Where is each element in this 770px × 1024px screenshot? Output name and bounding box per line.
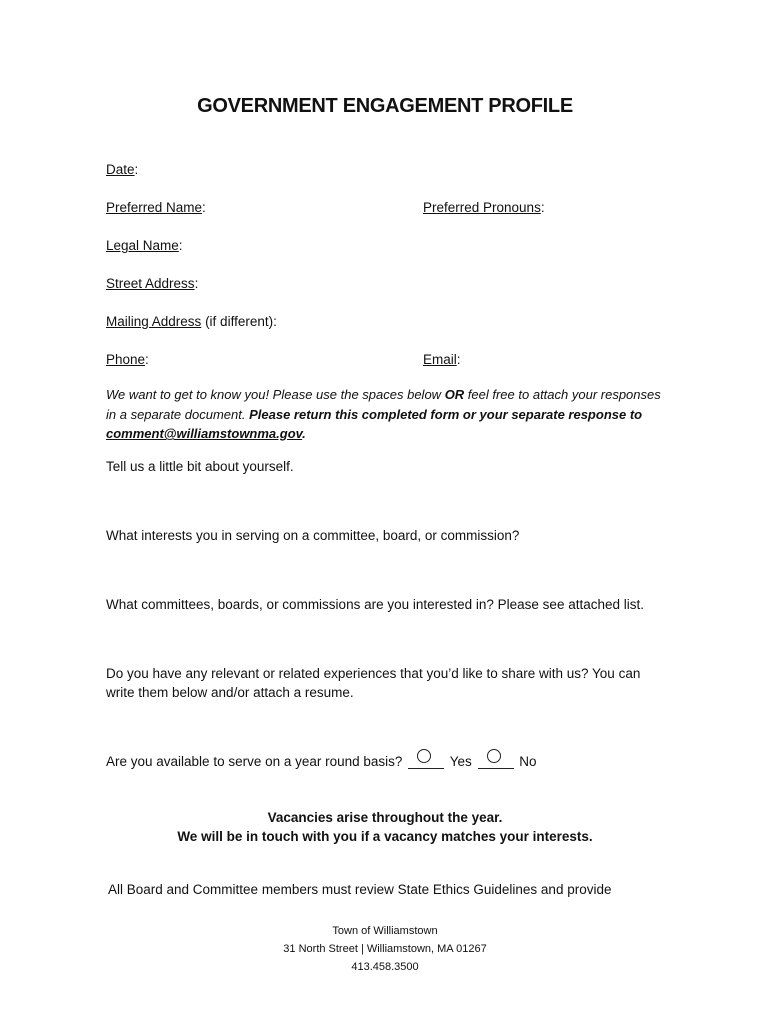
year-round-label: Are you available to serve on a year round basis? — [106, 754, 403, 769]
preferred-pronouns-label: Preferred Pronouns — [423, 200, 541, 215]
question-experience-line2: write them below and/or attach a resume. — [106, 685, 354, 700]
ethics-statement: All Board and Committee members must review State Ethics Guidelines and provide — [108, 882, 612, 897]
return-instructions: Please return this completed form or your separate response to — [249, 406, 643, 422]
colon: : — [194, 276, 199, 291]
yes-radio-slot[interactable] — [408, 754, 444, 769]
mailing-address-label: Mailing Address — [106, 314, 202, 329]
question-about-yourself: Tell us a little bit about yourself. — [106, 459, 294, 474]
vacancies-line2: We will be in touch with you if a vacancy matches your interests. — [177, 829, 593, 844]
preferred-pronouns-field[interactable] — [423, 200, 545, 215]
date-label: Date — [106, 162, 135, 177]
no-radio-slot[interactable] — [478, 754, 514, 769]
colon: : — [134, 162, 139, 177]
legal-name-label: Legal Name — [106, 238, 179, 253]
no-radio-button[interactable] — [487, 749, 501, 763]
email-field[interactable] — [423, 352, 461, 367]
street-address-label: Street Address — [106, 276, 195, 291]
question-interests: What interests you in serving on a committee, board, or commission? — [106, 528, 520, 543]
intro-text-2: feel free to attach your responses in a separate document. — [106, 387, 661, 422]
mailing-address-note: (if different): — [201, 314, 277, 329]
question-year-round — [106, 754, 537, 769]
question-committees: What committees, boards, or commissions are you interested in? Please see attached list. — [106, 597, 644, 612]
vacancies-line1: Vacancies arise throughout the year. — [267, 810, 503, 825]
street-address-field[interactable] — [106, 276, 198, 291]
colon: : — [145, 352, 149, 367]
footer-town: Town of Williamstown — [332, 925, 438, 937]
colon: : — [178, 238, 183, 253]
phone-field[interactable] — [106, 352, 149, 367]
legal-name-field[interactable] — [106, 238, 183, 253]
mailing-address-field[interactable] — [106, 314, 277, 329]
date-field[interactable] — [106, 162, 138, 177]
intro-text: We want to get to know you! Please use the spaces below — [106, 387, 445, 402]
yes-radio-button[interactable] — [417, 749, 431, 763]
yes-label: Yes — [449, 754, 472, 769]
colon: : — [202, 200, 206, 215]
no-label: No — [519, 754, 537, 769]
intro-or: OR — [444, 387, 465, 402]
page-title: GOVERNMENT ENGAGEMENT PROFILE — [197, 95, 573, 117]
footer-address: 31 North Street | Williamstown, MA 01267 — [283, 943, 487, 955]
colon: : — [456, 352, 461, 367]
preferred-name-field[interactable] — [106, 200, 206, 215]
colon: : — [540, 200, 545, 215]
intro-paragraph — [106, 385, 666, 444]
email-label: Email — [423, 352, 457, 367]
period: . — [302, 426, 306, 441]
preferred-name-label: Preferred Name — [106, 200, 203, 215]
question-experience-line1: Do you have any relevant or related experiences that you’d like to share with us? You can — [106, 666, 641, 681]
phone-label: Phone — [106, 352, 146, 367]
comment-email-link[interactable]: comment@williamstownma.gov — [106, 426, 303, 441]
footer-phone: 413.458.3500 — [351, 961, 419, 973]
